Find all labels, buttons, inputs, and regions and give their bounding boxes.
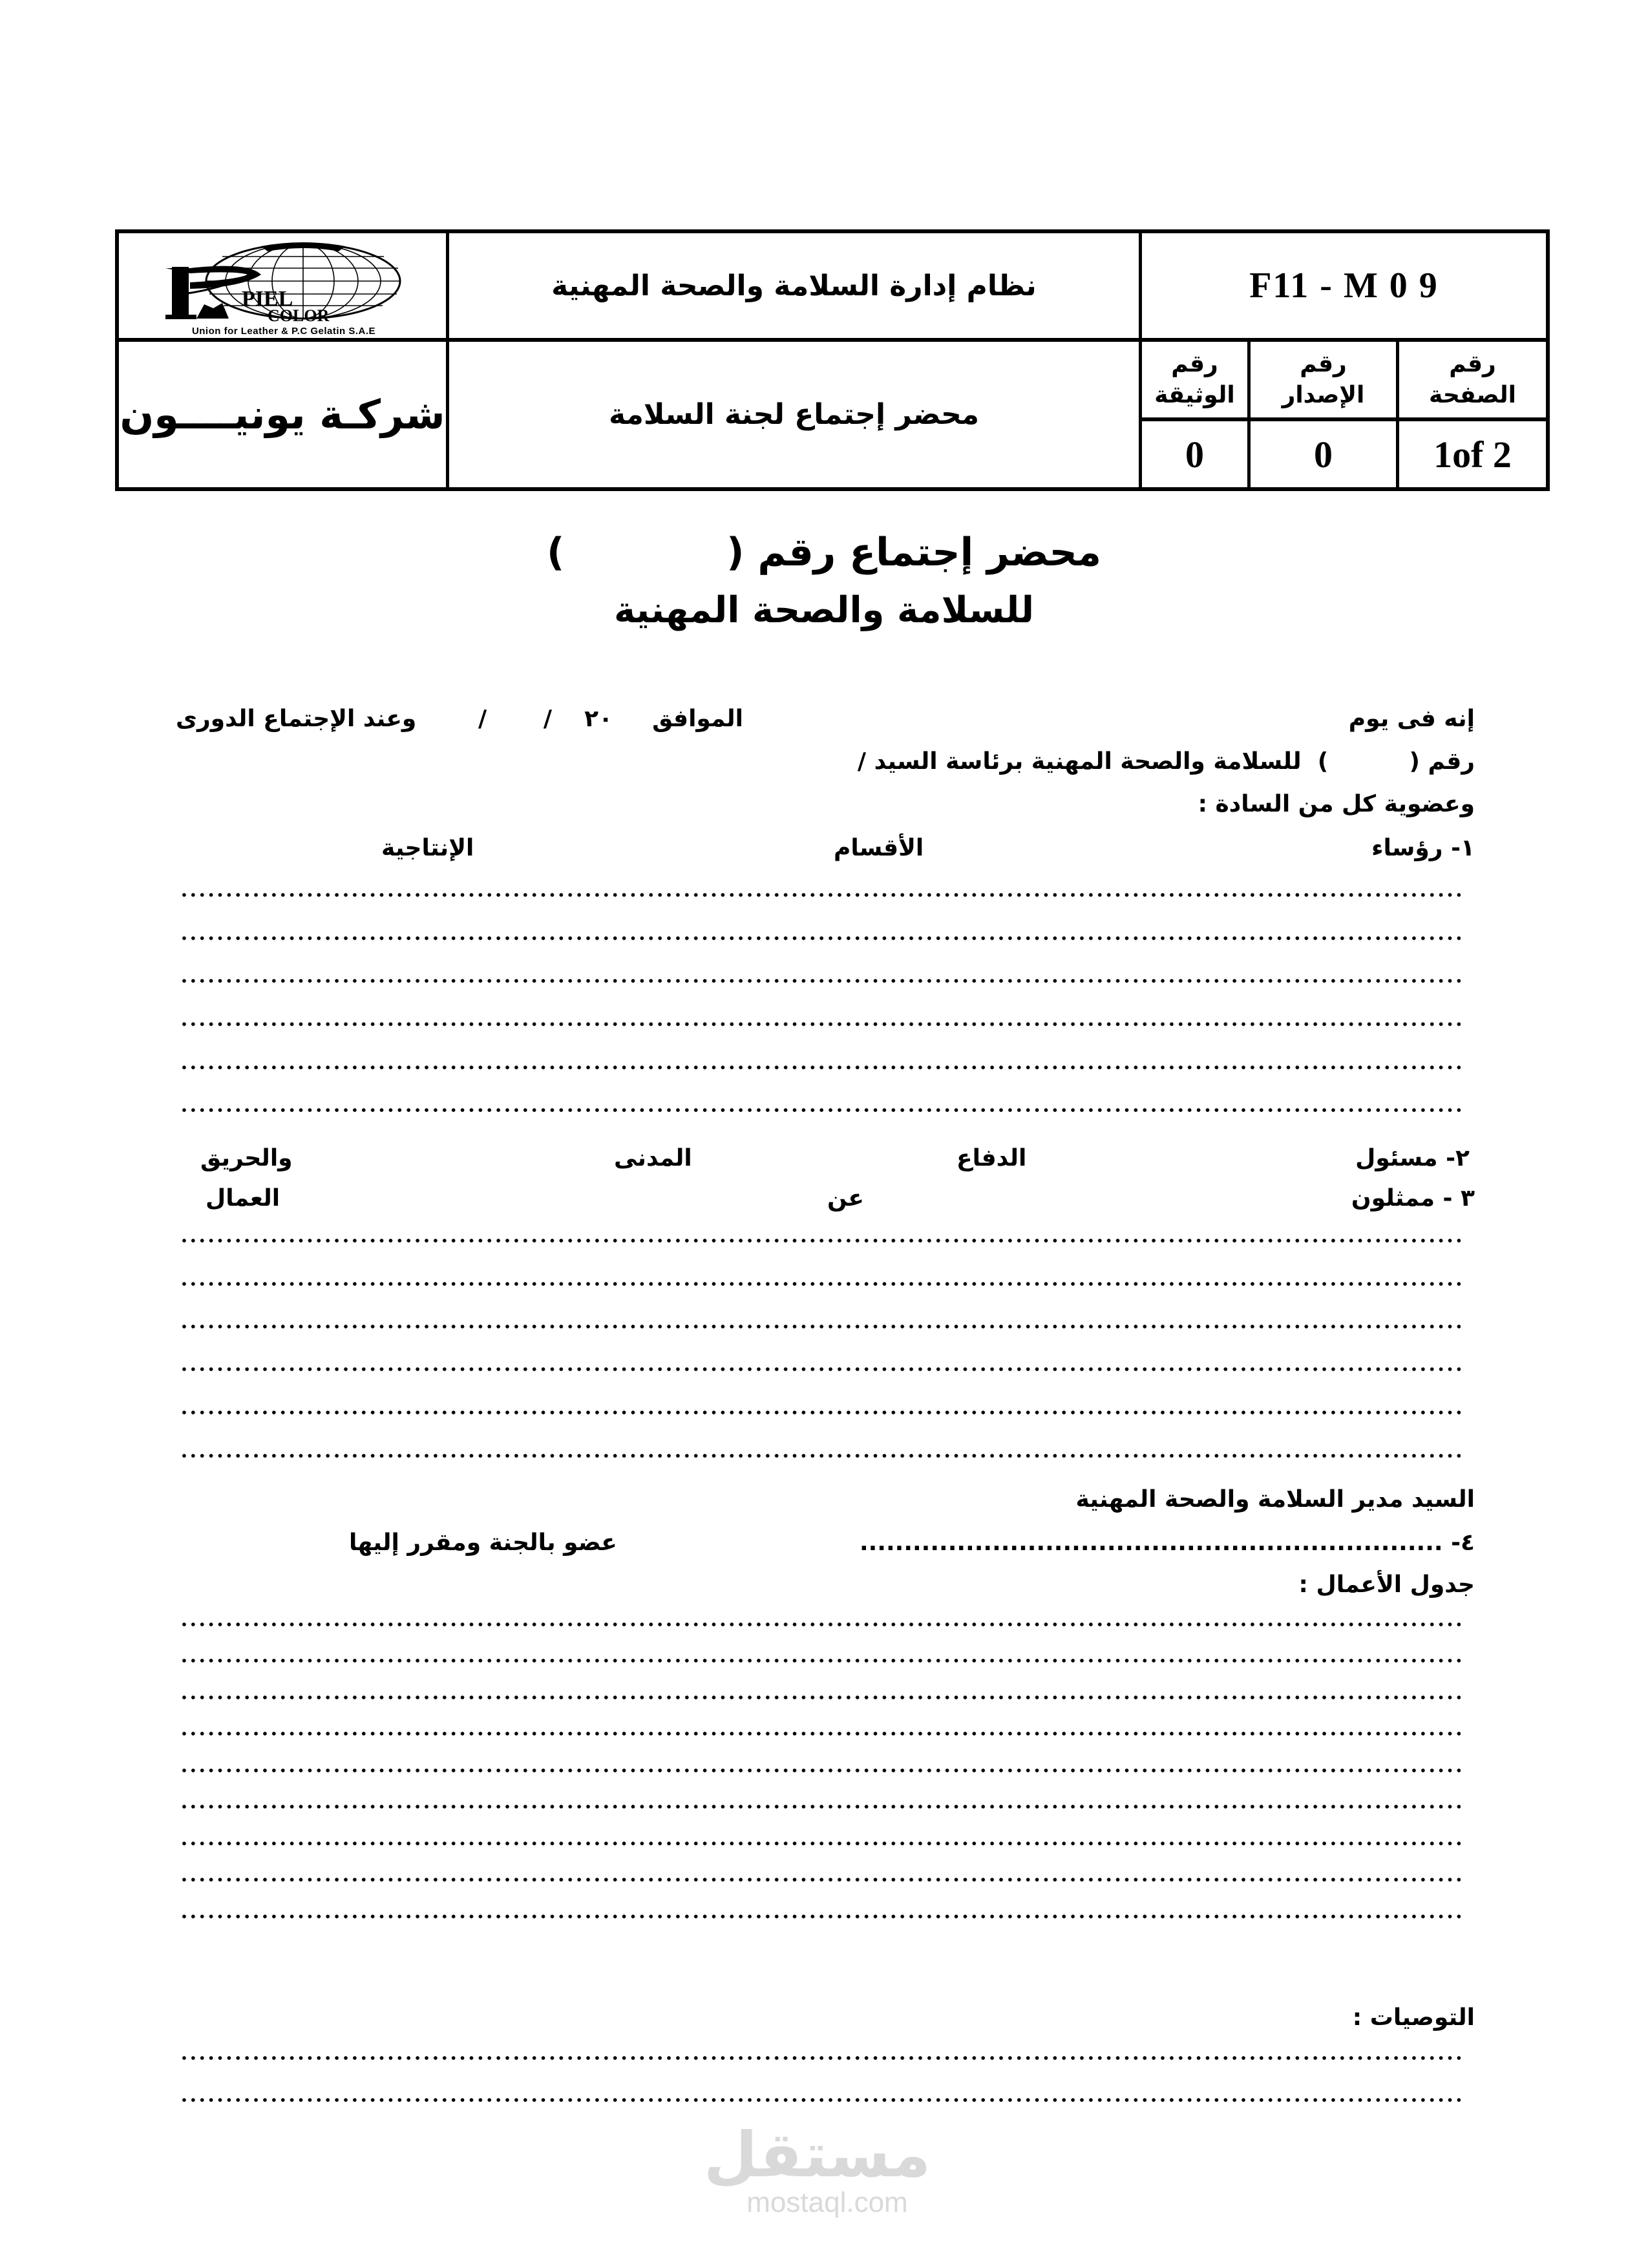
fill-line[interactable]: [180, 1367, 1461, 1371]
meta-label-line2: الوثيقة: [1154, 381, 1235, 408]
agenda-line[interactable]: [180, 1915, 1461, 1918]
meta-document-label: [1142, 342, 1247, 417]
agenda-line[interactable]: [180, 1659, 1461, 1663]
document-header-table: [115, 229, 1550, 491]
globe-logo-icon: [164, 242, 403, 326]
periodic-meeting-text: وعند الإجتماع الدورى: [176, 706, 417, 732]
company-logo: [164, 242, 403, 337]
item1-departments: الأقسام: [834, 835, 924, 861]
meeting-title: محضر إجتماع رقم ( ): [547, 530, 1101, 575]
agenda-line[interactable]: [180, 1696, 1461, 1699]
fill-line[interactable]: [180, 1066, 1461, 1069]
agenda-line[interactable]: [180, 1878, 1461, 1882]
agenda-line[interactable]: [180, 1769, 1461, 1772]
meta-label-line2: الإصدار: [1282, 381, 1365, 408]
meta-label-line1: رقم: [1449, 350, 1496, 377]
logo-tagline: Union for Leather & P.C Gelatin S.A.E: [191, 326, 376, 337]
fill-line[interactable]: [180, 1022, 1461, 1026]
meta-issue-label: [1251, 342, 1396, 417]
item1-label: ١- رؤساء: [1371, 835, 1475, 861]
item1-production: الإنتاجية: [381, 835, 474, 861]
logo-brand-top: PIEL: [242, 287, 293, 311]
fill-line[interactable]: [180, 936, 1461, 940]
watermark-latin: mostaql.com: [746, 2187, 908, 2218]
agenda-line[interactable]: [180, 1622, 1461, 1626]
meeting-subtitle: للسلامة والصحة المهنية: [614, 589, 1034, 631]
item3-workers: العمال: [206, 1185, 280, 1212]
issue-number-value: 0: [1314, 433, 1333, 476]
day-label: إنه فى يوم: [1348, 706, 1475, 732]
agenda-line[interactable]: [180, 1732, 1461, 1736]
item2-defense: الدفاع: [956, 1145, 1027, 1171]
meta-label-line2: الصفحة: [1428, 381, 1517, 408]
meeting-number-line: رقم ( ) للسلامة والصحة المهنية برئاسة السيد /: [857, 748, 1475, 775]
item2-civil: المدنى: [614, 1145, 692, 1171]
membership-label: وعضوية كل من السادة :: [1198, 791, 1475, 817]
meta-page-label: [1399, 342, 1546, 417]
agenda-line[interactable]: [180, 1805, 1461, 1809]
company-name: شركـة يونيــــون: [120, 391, 445, 438]
recommendation-line[interactable]: [180, 2098, 1461, 2102]
fill-line[interactable]: [180, 1108, 1461, 1112]
date-label: الموافق: [652, 706, 743, 732]
page-number-value: 1of 2: [1433, 433, 1512, 476]
item4-role: عضو بالجنة ومقرر إليها: [349, 1529, 617, 1556]
fill-line[interactable]: [180, 1325, 1461, 1328]
fill-line[interactable]: [180, 1411, 1461, 1414]
item2-label: ٢- مسئول: [1355, 1145, 1470, 1171]
recommendation-line[interactable]: [180, 2056, 1461, 2060]
watermark-arabic: مستقل: [703, 2119, 931, 2191]
fill-line[interactable]: [180, 1454, 1461, 1458]
date-pattern: / / ٢٠: [478, 706, 613, 732]
item2-fire: والحريق: [200, 1145, 293, 1171]
form-title: محضر إجتماع لجنة السلامة: [608, 398, 980, 431]
document-number-value: 0: [1185, 433, 1204, 476]
meta-label-line1: رقم: [1171, 350, 1218, 377]
agenda-line[interactable]: [180, 1842, 1461, 1845]
fill-line[interactable]: [180, 1282, 1461, 1286]
fill-line[interactable]: [180, 893, 1461, 897]
meta-label-line1: رقم: [1300, 350, 1347, 377]
form-code: F11 - M 0 9: [1249, 266, 1439, 306]
logo-brand-bottom: COLOR: [268, 306, 330, 325]
fill-line[interactable]: [180, 1239, 1461, 1243]
item3-about: عن: [827, 1185, 864, 1212]
director-label: السيد مدير السلامة والصحة المهنية: [1075, 1486, 1475, 1513]
agenda-label: جدول الأعمال :: [1298, 1571, 1475, 1598]
recommendations-label: التوصيات :: [1352, 2004, 1475, 2031]
item4-label: ٤- ..................................................................: [859, 1529, 1475, 1556]
system-title: نظام إدارة السلامة والصحة المهنية: [551, 269, 1037, 302]
fill-line[interactable]: [180, 979, 1461, 983]
item3-label: ٣ - ممثلون: [1351, 1185, 1475, 1212]
watermark: [703, 2119, 931, 2218]
